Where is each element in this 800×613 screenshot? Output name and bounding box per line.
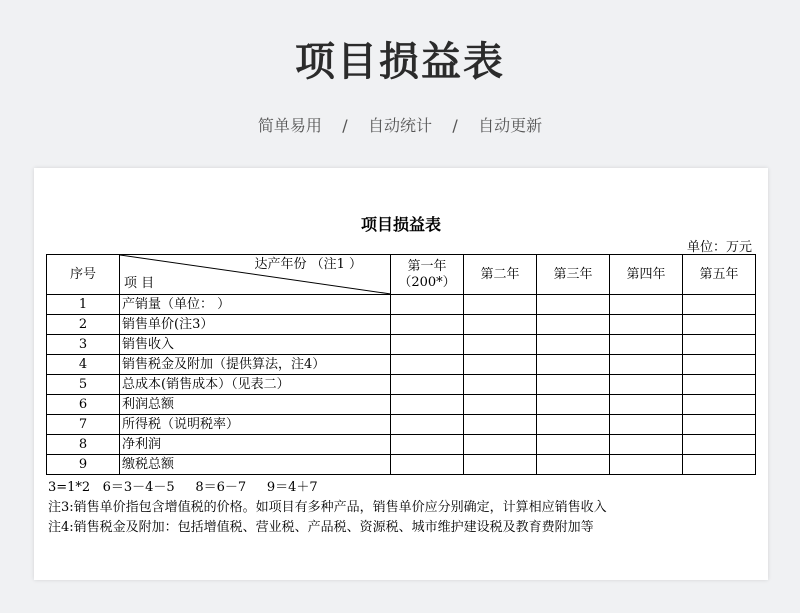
cell[interactable] <box>537 435 610 455</box>
notes-block <box>48 478 607 538</box>
header-year-label: 达产年份 （注1 ） <box>254 257 362 272</box>
cell[interactable] <box>683 295 756 315</box>
row-item: 净利润 <box>120 435 391 455</box>
row-index: 4 <box>47 355 120 375</box>
cell[interactable] <box>610 335 683 355</box>
formula-note: 3=1*2 6＝3－4－5 8＝6－7 9＝4＋7 <box>48 480 318 495</box>
banner-tagline: 简单易用 / 自动统计 / 自动更新 <box>257 116 543 135</box>
cell[interactable] <box>464 415 537 435</box>
cell[interactable] <box>391 315 464 335</box>
cell[interactable] <box>464 395 537 415</box>
cell[interactable] <box>537 315 610 335</box>
cell[interactable] <box>464 315 537 335</box>
cell[interactable] <box>683 355 756 375</box>
cell[interactable] <box>610 315 683 335</box>
row-index: 2 <box>47 315 120 335</box>
cell[interactable] <box>391 455 464 475</box>
header-item-label: 项 目 <box>124 276 155 291</box>
cell[interactable] <box>464 335 537 355</box>
header-year2: 第二年 <box>464 255 537 295</box>
header-diagonal-cell <box>120 255 391 295</box>
cell[interactable] <box>391 415 464 435</box>
cell[interactable] <box>464 375 537 395</box>
cell[interactable] <box>391 295 464 315</box>
cell[interactable] <box>391 375 464 395</box>
cell[interactable] <box>683 435 756 455</box>
row-item: 销售税金及附加（提供算法，注4） <box>120 355 391 375</box>
cell[interactable] <box>610 435 683 455</box>
table-row <box>47 415 756 435</box>
table-row <box>47 295 756 315</box>
cell[interactable] <box>537 295 610 315</box>
table-row <box>47 335 756 355</box>
document-sheet <box>34 168 768 580</box>
row-index: 9 <box>47 455 120 475</box>
row-index: 1 <box>47 295 120 315</box>
cell[interactable] <box>391 435 464 455</box>
cell[interactable] <box>537 355 610 375</box>
table-row <box>47 355 756 375</box>
row-item: 销售单价(注3） <box>120 315 391 335</box>
cell[interactable] <box>537 395 610 415</box>
unit-label: 单位：万元 <box>686 240 752 255</box>
cell[interactable] <box>610 375 683 395</box>
cell[interactable] <box>391 355 464 375</box>
row-index: 8 <box>47 435 120 455</box>
cell[interactable] <box>610 415 683 435</box>
note-3: 注3:销售单价指包含增值税的价格。如项目有多种产品，销售单价应分别确定，计算相应销售收入 <box>48 500 607 515</box>
banner-title: 项目损益表 <box>295 39 505 85</box>
row-index: 7 <box>47 415 120 435</box>
header-year1-line2: （200*） <box>398 274 456 290</box>
cell[interactable] <box>537 455 610 475</box>
cell[interactable] <box>683 375 756 395</box>
cell[interactable] <box>537 415 610 435</box>
row-index: 3 <box>47 335 120 355</box>
cell[interactable] <box>610 295 683 315</box>
cell[interactable] <box>391 395 464 415</box>
table-row <box>47 315 756 335</box>
cell[interactable] <box>683 455 756 475</box>
table-row <box>47 375 756 395</box>
header-year4: 第四年 <box>610 255 683 295</box>
header-year1-line1: 第一年 <box>407 258 447 274</box>
row-index: 6 <box>47 395 120 415</box>
header-year5: 第五年 <box>683 255 756 295</box>
cell[interactable] <box>610 455 683 475</box>
cell[interactable] <box>537 375 610 395</box>
cell[interactable] <box>610 355 683 375</box>
cell[interactable] <box>683 395 756 415</box>
cell[interactable] <box>537 335 610 355</box>
cell[interactable] <box>464 355 537 375</box>
cell[interactable] <box>464 295 537 315</box>
cell[interactable] <box>683 315 756 335</box>
profit-loss-table <box>46 254 756 475</box>
cell[interactable] <box>391 335 464 355</box>
table-row <box>47 455 756 475</box>
row-item: 缴税总额 <box>120 455 391 475</box>
table-row <box>47 435 756 455</box>
cell[interactable] <box>683 335 756 355</box>
row-item: 产销量（单位： ） <box>120 295 391 315</box>
cell[interactable] <box>683 415 756 435</box>
row-item: 总成本(销售成本）（见表二） <box>120 375 391 395</box>
table-row <box>47 395 756 415</box>
row-item: 销售收入 <box>120 335 391 355</box>
header-index: 序号 <box>47 255 120 295</box>
table-header-row <box>47 255 756 295</box>
row-item: 利润总额 <box>120 395 391 415</box>
note-4: 注4:销售税金及附加：包括增值税、营业税、产品税、资源税、城市维护建设税及教育费附加等 <box>48 520 594 535</box>
cell[interactable] <box>464 435 537 455</box>
cell[interactable] <box>464 455 537 475</box>
header-year1 <box>391 255 464 295</box>
header-year3: 第三年 <box>537 255 610 295</box>
document-title: 项目损益表 <box>360 215 441 234</box>
row-item: 所得税（说明税率） <box>120 415 391 435</box>
row-index: 5 <box>47 375 120 395</box>
cell[interactable] <box>610 395 683 415</box>
